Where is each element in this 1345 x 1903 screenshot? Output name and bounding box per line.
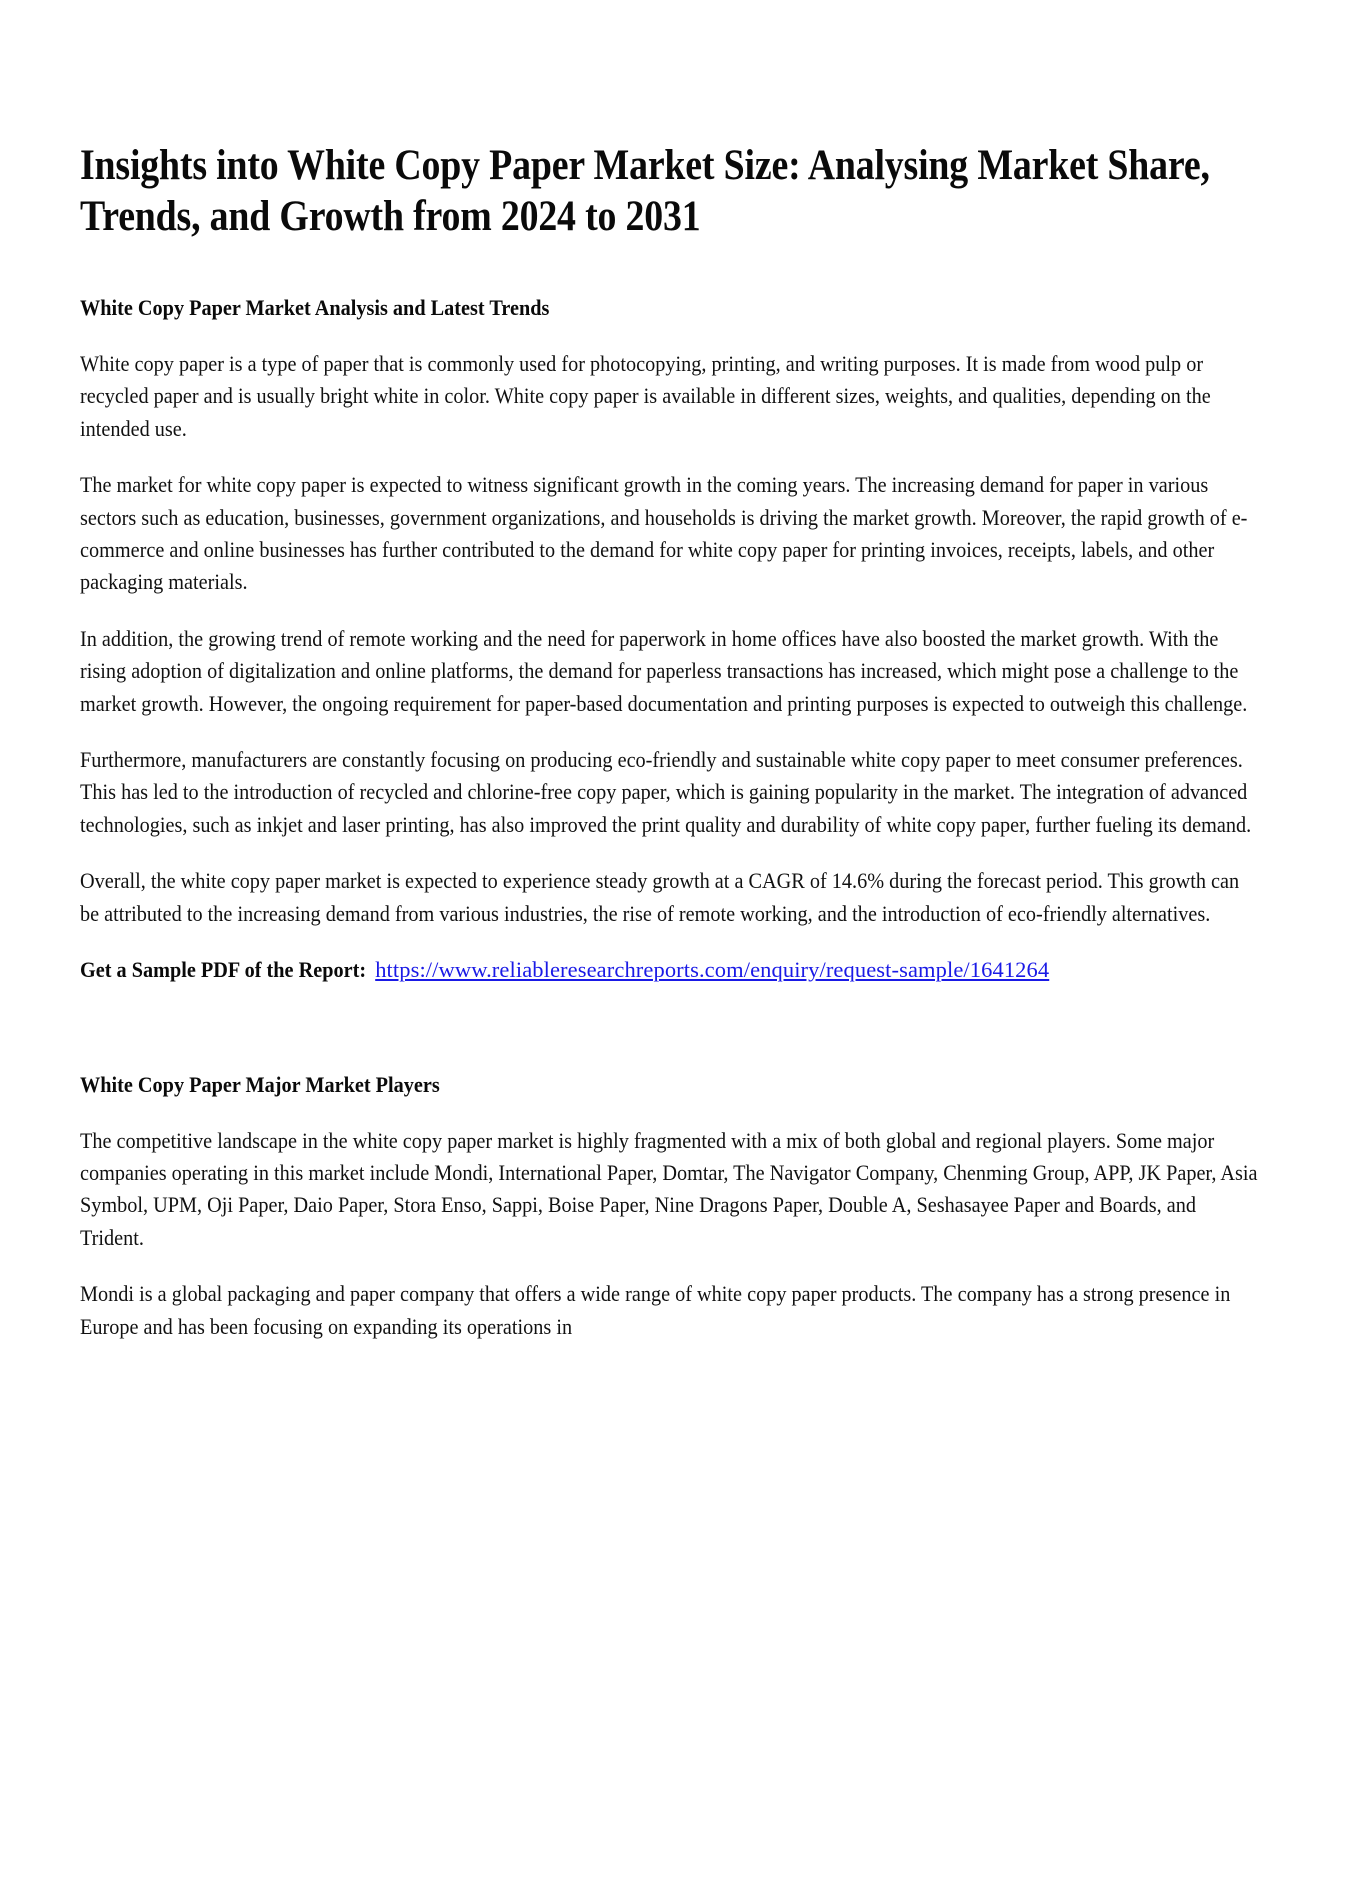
paragraph-players-1: The competitive landscape in the white copy paper market is highly fragmented with a mix of both global and regional players. Some major companies operating in this market include Mondi, International Paper, Domtar, The Navigator Company, Chenming Group, APP, JK Paper, Asia Symbol, UPM, Oji Paper, Daio Paper, Stora Enso, Sappi, Boise Paper, Nine Dragons Paper, Double A, Seshasayee Paper and Boards, and Trident.: [80, 1127, 1258, 1250]
sample-pdf-line: [80, 954, 1260, 986]
paragraph-analysis-5: Overall, the white copy paper market is expected to experience steady growth at a CAGR of 14.6% during the forecast period. This growth can be attributed to the increasing demand from various industries, the rise of remote working, and the introduction of eco-friendly alternatives.: [80, 868, 1240, 926]
sample-pdf-label: Get a Sample PDF of the Report:: [80, 957, 367, 983]
paragraph-analysis-3: In addition, the growing trend of remote working and the need for paperwork in home offices have also boosted the market growth. With the rising adoption of digitalization and online platforms, the demand for paperless transactions has increased, which might pose a challenge to the market growth. However, the ongoing requirement for paper-based documentation and printing purposes is expected to outweigh this challenge.: [80, 625, 1248, 716]
section-spacer: [80, 987, 1260, 1071]
section-heading-players: White Copy Paper Major Market Players: [80, 1071, 440, 1097]
section-heading-analysis: White Copy Paper Market Analysis and Latest Trends: [80, 295, 550, 320]
sample-pdf-link[interactable]: https://www.reliableresearchreports.com/enquiry/request-sample/1641264: [375, 957, 1050, 983]
paragraph-analysis-2: The market for white copy paper is expected to witness significant growth in the coming years. The increasing demand for paper in various sectors such as education, businesses, government organizations, and households is driving the market growth. Moreover, the rapid growth of e-commerce and online businesses has further contributed to the demand for white copy paper for printing invoices, receipts, labels, and other packaging materials.: [80, 472, 1248, 595]
paragraph-analysis-1: White copy paper is a type of paper that is commonly used for photocopying, printing, and writing purposes. It is made from wood pulp or recycled paper and is usually bright white in color. White copy paper is available in different sizes, weights, and qualities, depending on the intended use.: [80, 351, 1211, 441]
document-content: [80, 140, 1260, 1343]
paragraph-players-2: Mondi is a global packaging and paper company that offers a wide range of white copy paper products. The company has a strong presence in Europe and has been focusing on expanding its operations in: [80, 1281, 1231, 1339]
page-title: Insights into White Copy Paper Market Size: Analysing Market Share, Trends, and Growth from 2024 to 2031: [80, 142, 1210, 240]
paragraph-analysis-4: Furthermore, manufacturers are constantly focusing on producing eco-friendly and sustainable white copy paper to meet consumer preferences. This has led to the introduction of recycled and chlorine-free copy paper, which is gaining popularity in the market. The integration of advanced technologies, such as inkjet and laser printing, has also improved the print quality and durability of white copy paper, further fueling its demand.: [80, 747, 1252, 837]
